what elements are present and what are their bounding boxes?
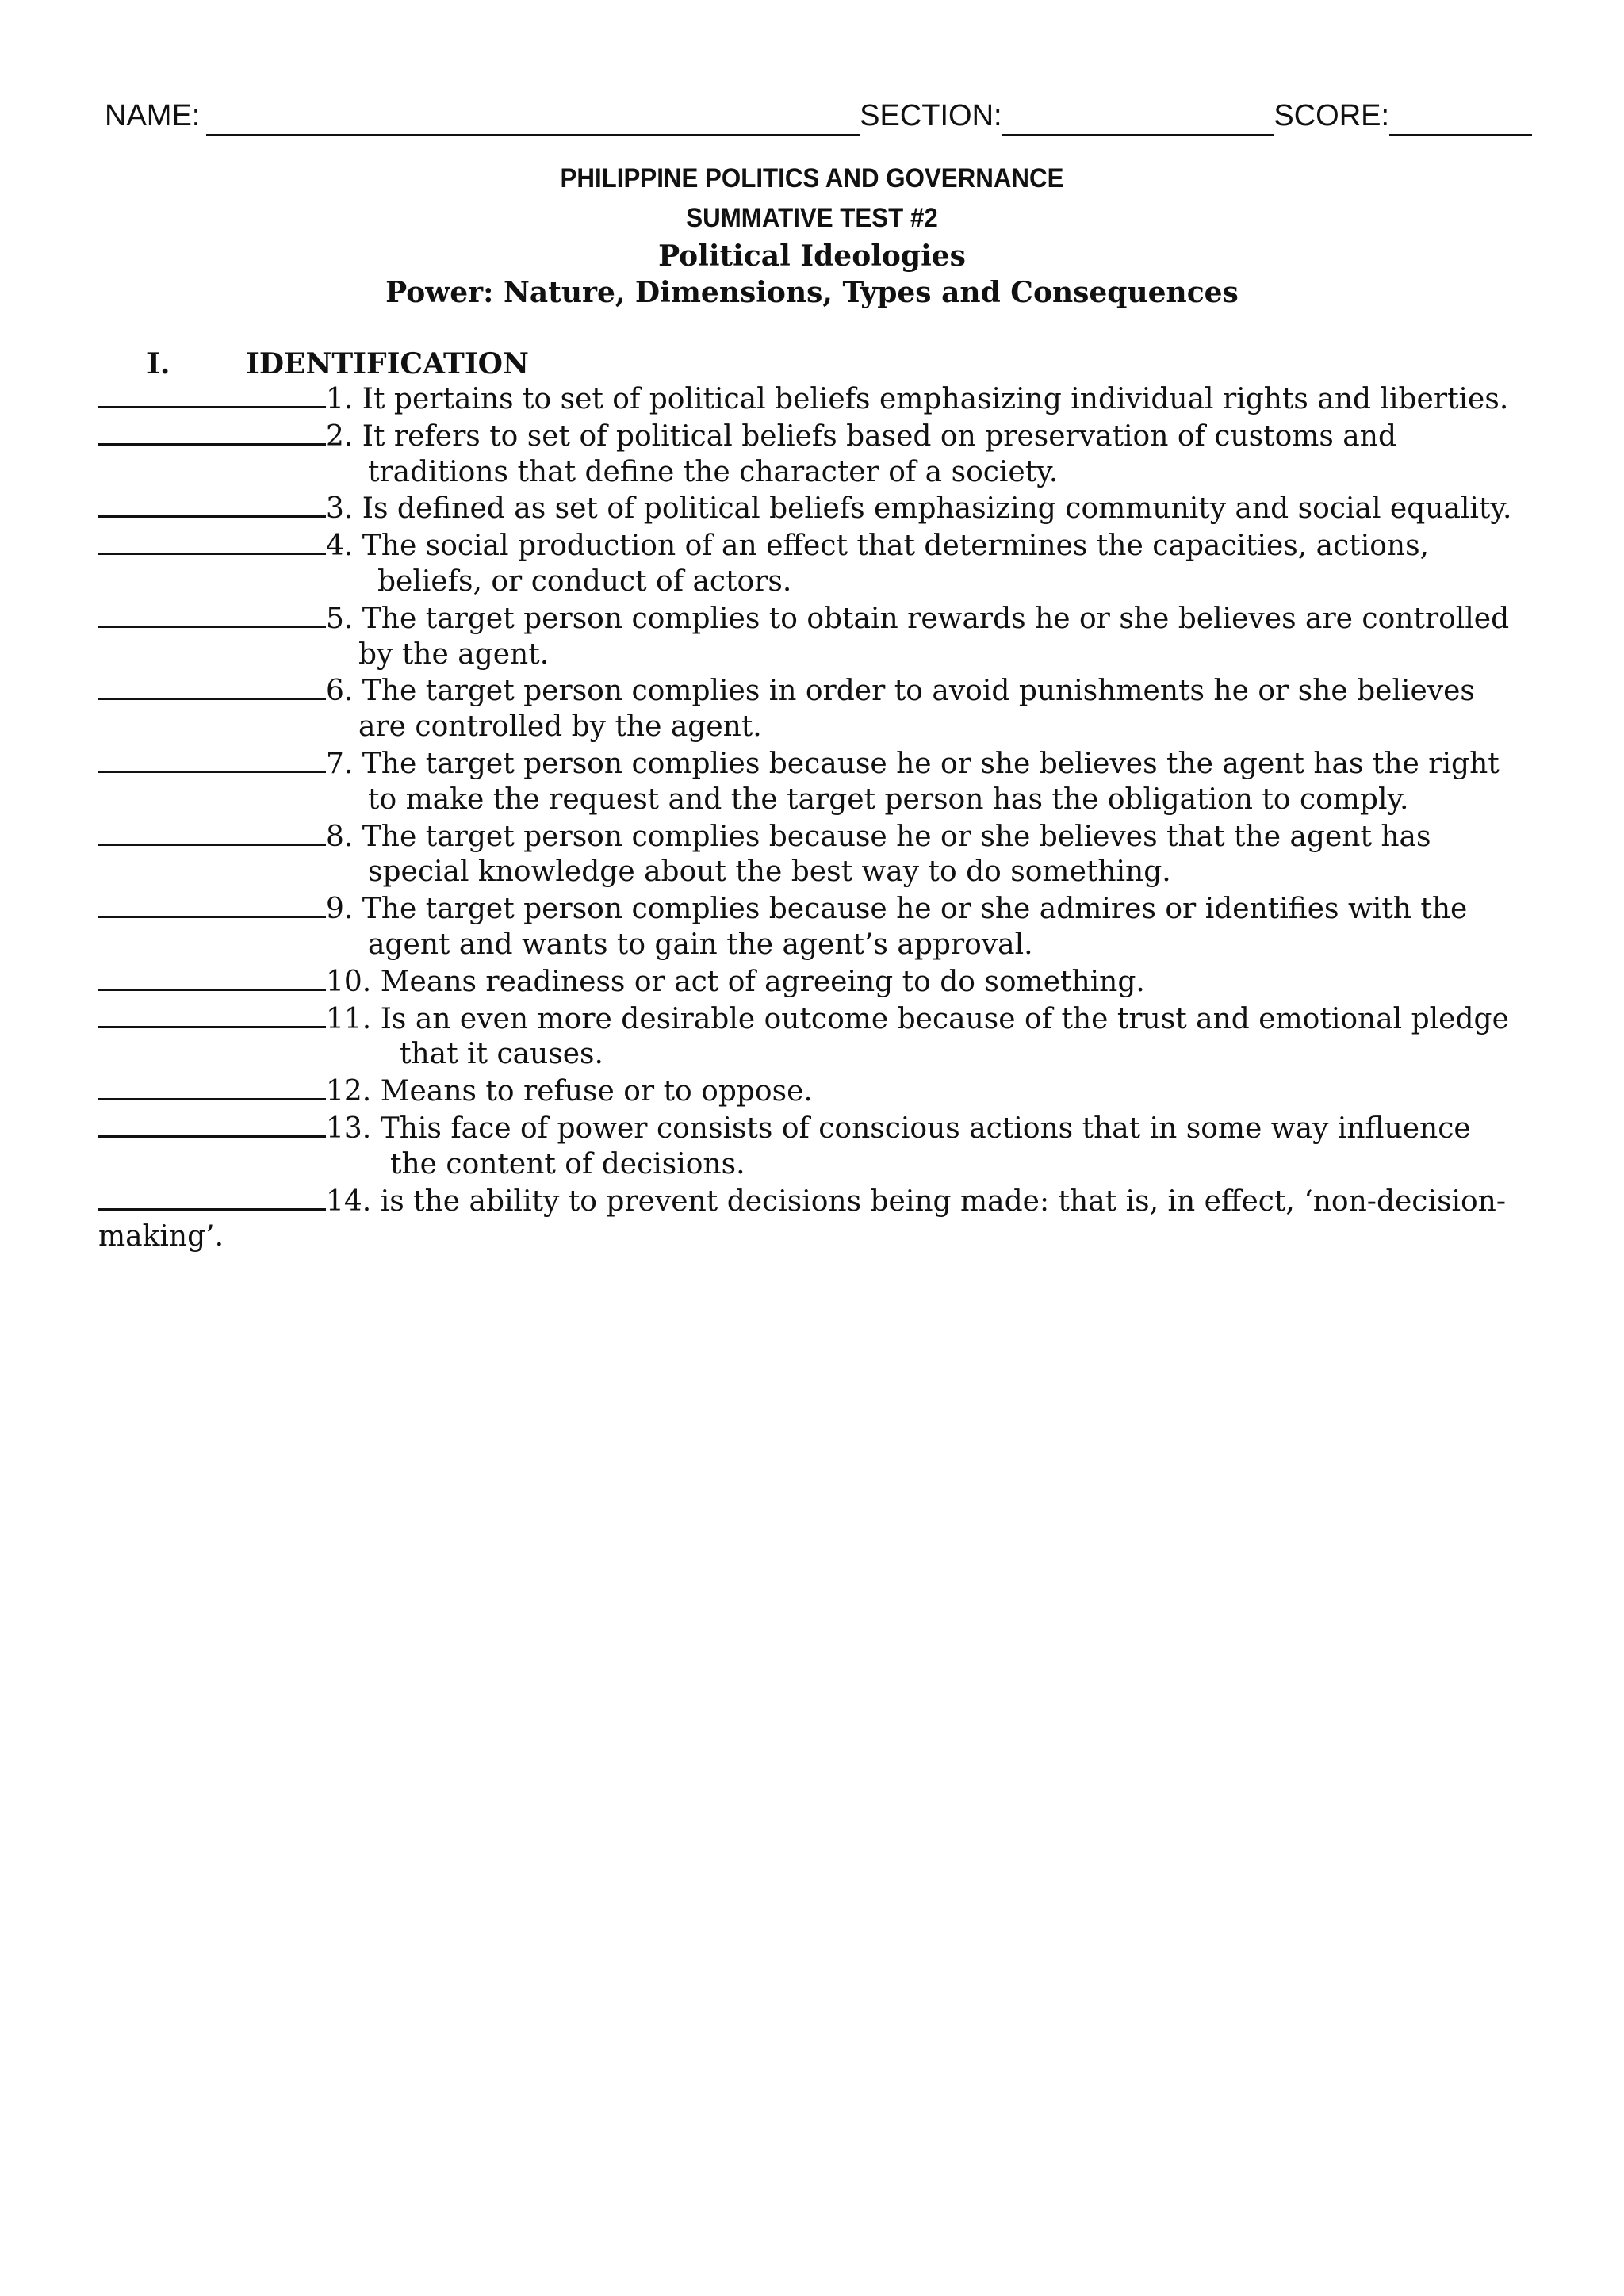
item-continuation: agent and wants to gain the agent’s approval.: [368, 928, 1033, 961]
list-item: [98, 963, 1549, 1001]
item-text: 12. Means to refuse or to oppose.: [326, 1075, 813, 1108]
answer-blank[interactable]: [98, 963, 326, 991]
list-item: [98, 1110, 1549, 1183]
title-subtopic-row: [0, 274, 1624, 311]
section-blank[interactable]: [1002, 104, 1274, 136]
course-title: PHILIPPINE POLITICS AND GOVERNANCE: [560, 163, 1064, 193]
section-heading: [147, 346, 529, 382]
title-topic-row: [0, 238, 1624, 274]
list-item: [98, 672, 1549, 745]
item-continuation: making’.: [98, 1220, 224, 1253]
answer-blank[interactable]: [98, 672, 326, 700]
test-title: SUMMATIVE TEST #2: [686, 203, 938, 233]
list-item: [98, 490, 1549, 527]
title-course-row: [0, 159, 1624, 198]
list-item: [98, 418, 1549, 491]
item-continuation: that it causes.: [400, 1038, 603, 1071]
item-continuation: are controlled by the agent.: [358, 710, 762, 744]
score-blank[interactable]: [1389, 104, 1532, 136]
name-label: NAME:: [105, 99, 201, 132]
answer-blank[interactable]: [98, 418, 326, 446]
title-test-row: [0, 198, 1624, 238]
item-continuation: beliefs, or conduct of actors.: [377, 564, 792, 598]
score-label: SCORE:: [1274, 99, 1390, 132]
item-text: 3. Is defined as set of political beliefs emphasizing community and social equality.: [326, 492, 1512, 526]
subtopic-title: Power: Nature, Dimensions, Types and Consequences: [385, 276, 1239, 309]
answer-blank[interactable]: [98, 600, 326, 628]
list-item: [98, 890, 1549, 963]
section-title: IDENTIFICATION: [246, 347, 529, 381]
list-item: [98, 1183, 1549, 1256]
topic-title: Political Ideologies: [658, 239, 966, 273]
answer-blank[interactable]: [98, 1110, 326, 1138]
answer-blank[interactable]: [98, 527, 326, 555]
item-text: 7. The target person complies because he or she believes the agent has the right: [326, 747, 1500, 780]
item-text: 10. Means readiness or act of agreeing to do something.: [326, 965, 1145, 998]
item-continuation: to make the request and the target person has the obligation to comply.: [368, 783, 1409, 816]
section-label: SECTION:: [860, 99, 1002, 132]
item-text: 14. is the ability to prevent decisions being made: that is, in effect, ‘non-decision-: [326, 1184, 1506, 1218]
item-text: 8. The target person complies because he or she believes that the agent has: [326, 820, 1431, 853]
list-item: [98, 745, 1549, 818]
identification-items: [98, 381, 1549, 1255]
section-numeral: I.: [147, 347, 170, 381]
student-info-line: [105, 95, 1532, 136]
item-text: 4. The social production of an effect that determines the capacities, actions,: [326, 530, 1430, 563]
item-text: 5. The target person complies to obtain rewards he or she believes are controlled: [326, 602, 1510, 635]
list-item: [98, 818, 1549, 891]
answer-blank[interactable]: [98, 381, 326, 408]
answer-blank[interactable]: [98, 1073, 326, 1100]
item-continuation: by the agent.: [358, 637, 550, 671]
item-text: 9. The target person complies because he or she admires or identifies with the: [326, 893, 1468, 926]
answer-blank[interactable]: [98, 1183, 326, 1211]
answer-blank[interactable]: [98, 890, 326, 918]
list-item: [98, 600, 1549, 673]
list-item: [98, 527, 1549, 600]
answer-blank[interactable]: [98, 490, 326, 518]
list-item: [98, 381, 1549, 418]
item-text: 1. It pertains to set of political beliefs emphasizing individual rights and liberties.: [326, 383, 1509, 415]
item-text: 6. The target person complies in order to avoid punishments he or she believes: [326, 675, 1475, 708]
answer-blank[interactable]: [98, 818, 326, 846]
name-blank[interactable]: [206, 104, 860, 136]
item-text: 11. Is an even more desirable outcome because of the trust and emotional pledge: [326, 1002, 1509, 1035]
answer-blank[interactable]: [98, 1001, 326, 1028]
answer-blank[interactable]: [98, 745, 326, 773]
item-text: 2. It refers to set of political beliefs based on preservation of customs and: [326, 419, 1396, 453]
list-item: [98, 1073, 1549, 1110]
item-continuation: the content of decisions.: [390, 1147, 745, 1181]
item-continuation: traditions that define the character of a society.: [368, 455, 1059, 488]
item-continuation: special knowledge about the best way to do something.: [368, 855, 1171, 889]
item-text: 13. This face of power consists of conscious actions that in some way influence: [326, 1112, 1471, 1145]
list-item: [98, 1001, 1549, 1073]
